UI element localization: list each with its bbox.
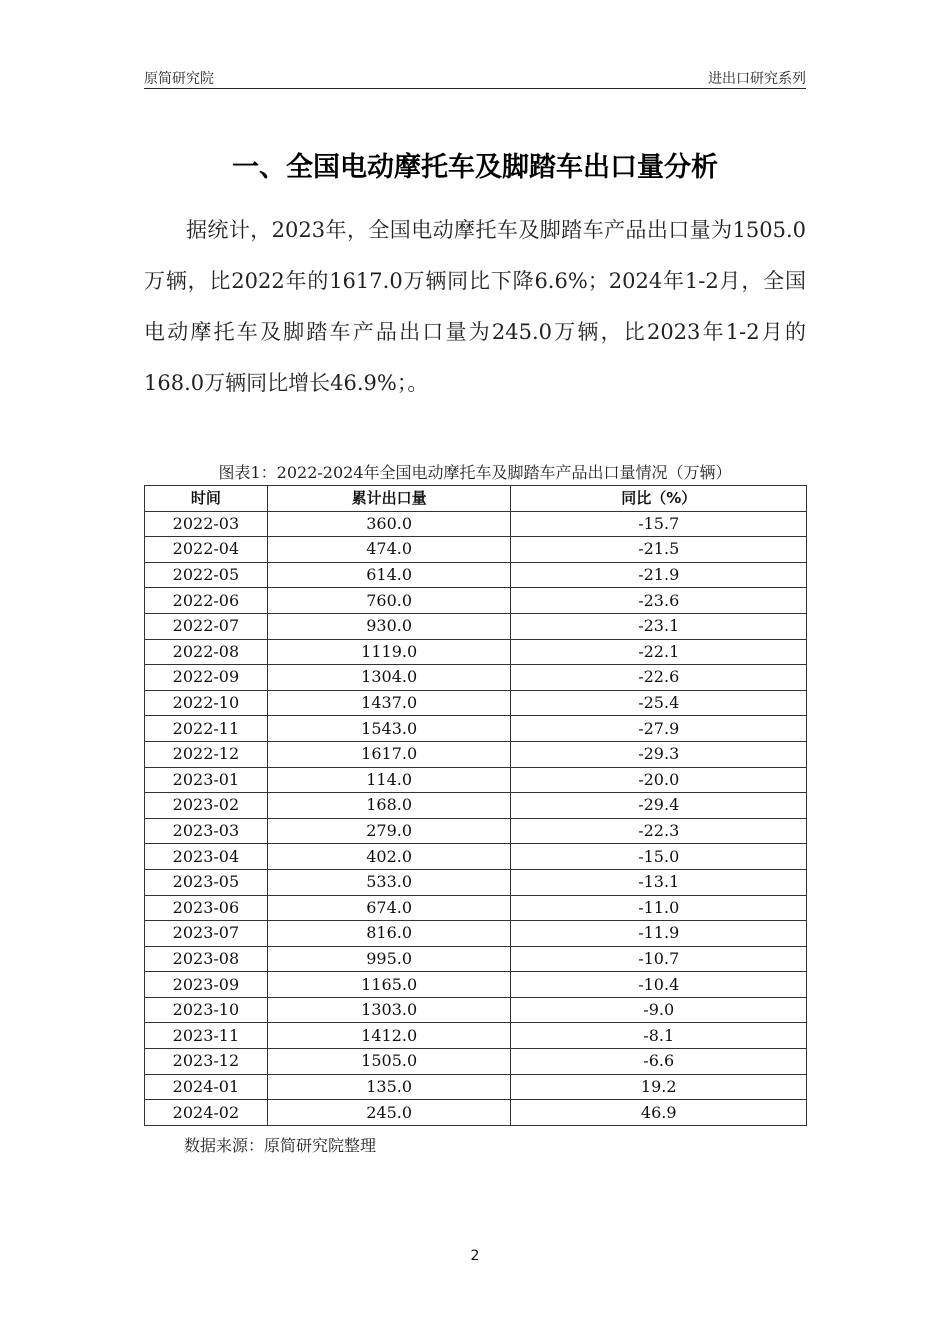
- cell-yoy: -10.4: [511, 972, 807, 998]
- cell-time: 2022-03: [145, 511, 268, 537]
- cell-yoy: -20.0: [511, 767, 807, 793]
- cell-yoy: 46.9: [511, 1100, 807, 1126]
- cell-yoy: -11.9: [511, 921, 807, 947]
- cell-yoy: -23.1: [511, 613, 807, 639]
- table-row: [145, 562, 807, 588]
- cell-time: 2023-06: [145, 895, 268, 921]
- table-row: [145, 1049, 807, 1075]
- cell-cumulative-export: 114.0: [267, 767, 511, 793]
- table-row: [145, 588, 807, 614]
- cell-cumulative-export: 816.0: [267, 921, 511, 947]
- table-row: [145, 767, 807, 793]
- cell-yoy: -6.6: [511, 1049, 807, 1075]
- table-row: [145, 511, 807, 537]
- table-header-row: [145, 486, 807, 512]
- cell-time: 2022-05: [145, 562, 268, 588]
- cell-time: 2022-11: [145, 716, 268, 742]
- cell-cumulative-export: 474.0: [267, 537, 511, 563]
- table-row: [145, 946, 807, 972]
- column-header-yoy: 同比（%）: [511, 486, 807, 512]
- cell-yoy: -8.1: [511, 1023, 807, 1049]
- cell-cumulative-export: 614.0: [267, 562, 511, 588]
- cell-time: 2023-11: [145, 1023, 268, 1049]
- cell-cumulative-export: 1119.0: [267, 639, 511, 665]
- cell-time: 2022-08: [145, 639, 268, 665]
- table-row: [145, 639, 807, 665]
- cell-cumulative-export: 168.0: [267, 793, 511, 819]
- cell-cumulative-export: 995.0: [267, 946, 511, 972]
- cell-cumulative-export: 1617.0: [267, 741, 511, 767]
- table-row: [145, 1074, 807, 1100]
- cell-cumulative-export: 1165.0: [267, 972, 511, 998]
- table-row: [145, 972, 807, 998]
- table-row: [145, 1023, 807, 1049]
- table-row: [145, 818, 807, 844]
- cell-cumulative-export: 1412.0: [267, 1023, 511, 1049]
- cell-time: 2024-01: [145, 1074, 268, 1100]
- cell-cumulative-export: 1543.0: [267, 716, 511, 742]
- cell-yoy: -25.4: [511, 690, 807, 716]
- cell-time: 2024-02: [145, 1100, 268, 1126]
- cell-yoy: -9.0: [511, 997, 807, 1023]
- cell-cumulative-export: 279.0: [267, 818, 511, 844]
- table-row: [145, 665, 807, 691]
- header-org-name: 原简研究院: [144, 71, 214, 87]
- header-series-name: 进出口研究系列: [708, 71, 806, 87]
- cell-yoy: -21.5: [511, 537, 807, 563]
- table-caption: 图表1：2022-2024年全国电动摩托车及脚踏车产品出口量情况（万辆）: [218, 463, 732, 482]
- cell-yoy: -15.0: [511, 844, 807, 870]
- table-row: [145, 793, 807, 819]
- cell-time: 2022-07: [145, 613, 268, 639]
- cell-cumulative-export: 760.0: [267, 588, 511, 614]
- cell-cumulative-export: 360.0: [267, 511, 511, 537]
- cell-time: 2022-04: [145, 537, 268, 563]
- cell-yoy: -29.4: [511, 793, 807, 819]
- cell-time: 2023-12: [145, 1049, 268, 1075]
- cell-cumulative-export: 1505.0: [267, 1049, 511, 1075]
- table-row: [145, 716, 807, 742]
- cell-time: 2023-09: [145, 972, 268, 998]
- cell-yoy: -23.6: [511, 588, 807, 614]
- cell-yoy: -11.0: [511, 895, 807, 921]
- cell-yoy: -22.6: [511, 665, 807, 691]
- table-row: [145, 741, 807, 767]
- table-row: [145, 613, 807, 639]
- table-row: [145, 1100, 807, 1126]
- cell-cumulative-export: 1437.0: [267, 690, 511, 716]
- cell-cumulative-export: 1304.0: [267, 665, 511, 691]
- cell-cumulative-export: 402.0: [267, 844, 511, 870]
- data-source-note: 数据来源：原简研究院整理: [184, 1136, 377, 1155]
- cell-yoy: 19.2: [511, 1074, 807, 1100]
- page-number: 2: [470, 1248, 480, 1264]
- cell-time: 2023-05: [145, 869, 268, 895]
- cell-yoy: -22.1: [511, 639, 807, 665]
- table-row: [145, 997, 807, 1023]
- cell-time: 2023-10: [145, 997, 268, 1023]
- cell-time: 2022-12: [145, 741, 268, 767]
- cell-cumulative-export: 1303.0: [267, 997, 511, 1023]
- cell-cumulative-export: 930.0: [267, 613, 511, 639]
- cell-time: 2023-01: [145, 767, 268, 793]
- cell-time: 2022-09: [145, 665, 268, 691]
- cell-yoy: -22.3: [511, 818, 807, 844]
- export-volume-table: [144, 485, 807, 1126]
- cell-yoy: -21.9: [511, 562, 807, 588]
- cell-cumulative-export: 674.0: [267, 895, 511, 921]
- column-header-cumulative-export: 累计出口量: [267, 486, 511, 512]
- cell-time: 2022-10: [145, 690, 268, 716]
- section-heading: 一、全国电动摩托车及脚踏车出口量分析: [232, 152, 718, 183]
- cell-cumulative-export: 135.0: [267, 1074, 511, 1100]
- cell-time: 2023-07: [145, 921, 268, 947]
- cell-time: 2023-03: [145, 818, 268, 844]
- cell-time: 2022-06: [145, 588, 268, 614]
- table-row: [145, 844, 807, 870]
- cell-yoy: -27.9: [511, 716, 807, 742]
- table-row: [145, 921, 807, 947]
- cell-time: 2023-02: [145, 793, 268, 819]
- column-header-time: 时间: [145, 486, 268, 512]
- table-row: [145, 690, 807, 716]
- cell-cumulative-export: 245.0: [267, 1100, 511, 1126]
- cell-yoy: -15.7: [511, 511, 807, 537]
- cell-time: 2023-08: [145, 946, 268, 972]
- table-row: [145, 869, 807, 895]
- table-row: [145, 537, 807, 563]
- table-row: [145, 895, 807, 921]
- header-divider: [144, 88, 806, 89]
- cell-yoy: -29.3: [511, 741, 807, 767]
- cell-yoy: -13.1: [511, 869, 807, 895]
- cell-yoy: -10.7: [511, 946, 807, 972]
- body-paragraph: 据统计，2023年，全国电动摩托车及脚踏车产品出口量为1505.0万辆，比2022年的1617.0万辆同比下降6.6%；2024年1-2月，全国电动摩托车及脚踏车产品出口量为245.0万辆，比2023年1-2月的168.0万辆同比增长46.9%；。: [144, 218, 806, 395]
- cell-time: 2023-04: [145, 844, 268, 870]
- cell-cumulative-export: 533.0: [267, 869, 511, 895]
